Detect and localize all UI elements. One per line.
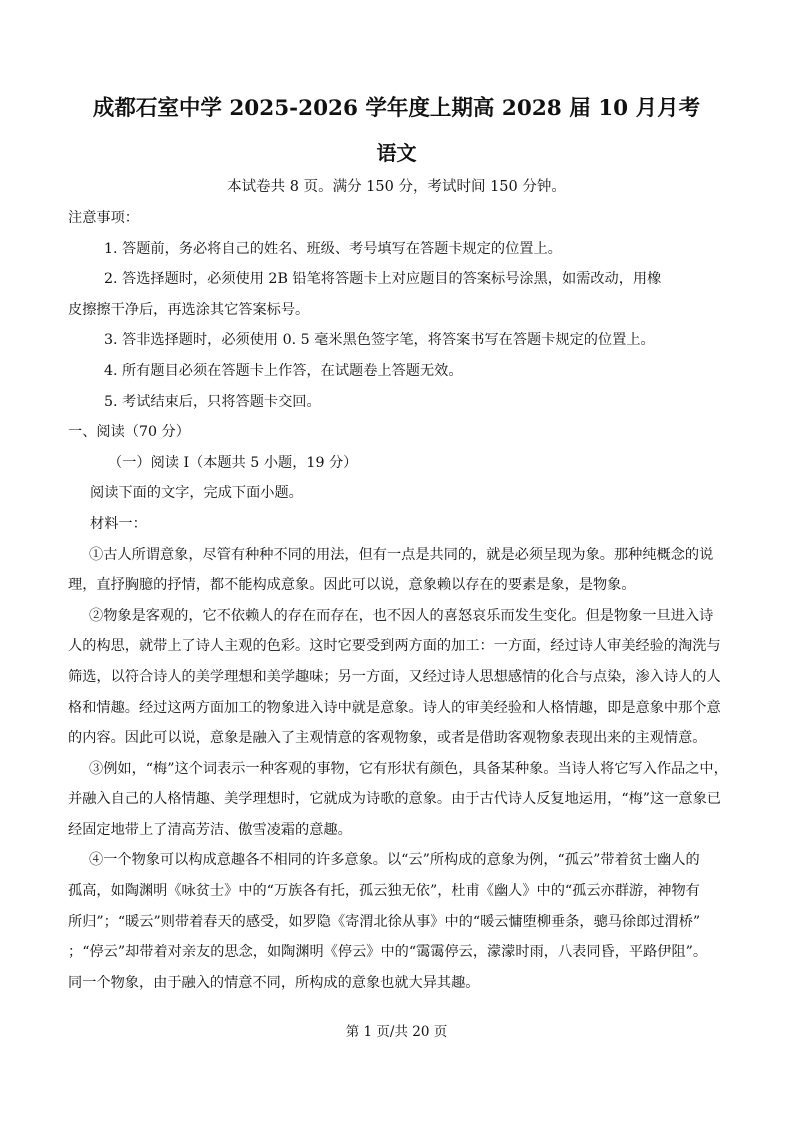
notice-heading: 注意事项： (68, 210, 139, 226)
notice-item-4: 4. 所有题目必须在答题卡上作答，在试题卷上答题无效。 (104, 362, 463, 379)
material-line: 筛选，以符合诗人的美学理想和美学趣味；另一方面，又经过诗人思想感情的化合与点染，渗入诗人的人 (68, 668, 721, 685)
material-line: 理，直抒胸臆的抒情，都不能构成意象。因此可以说，意象赖以存在的要素是象，是物象。 (68, 577, 636, 594)
material-line: ④一个物象可以构成意趣各不相同的许多意象。以“云”所构成的意象为例，“孤云”带着贫士幽人的 (89, 852, 700, 869)
exam-meta: 本试卷共 8 页。满分 150 分，考试时间 150 分钟。 (227, 179, 566, 195)
notice-item-1: 1. 答题前，务必将自己的姓名、班级、考号填写在答题卡规定的位置上。 (104, 240, 562, 257)
material-line: 所归”；“暖云”则带着春天的感受，如罗隐《寄渭北徐从事》中的“暖云慵堕柳垂条，骢马徐郎过渭桥” (68, 913, 701, 930)
exam-title: 成都石室中学 2025-2026 学年度上期高 2028 届 10 月月考 (92, 96, 701, 121)
section-subheading: （一）阅读 I（本题共 5 小题，19 分） (108, 454, 358, 471)
material-line: 同一个物象，由于融入的情意不同，所构成的意象也就大异其趣。 (68, 974, 480, 991)
notice-item-2-cont: 皮擦擦干净后，再选涂其它答案标号。 (68, 301, 310, 318)
material-line: 孤高，如陶渊明《咏贫士》中的“万族各有托，孤云独无依”，杜甫《幽人》中的“孤云亦群游，神物有 (68, 883, 700, 900)
section-heading: 一、阅读（70 分） (68, 424, 190, 441)
notice-item-3: 3. 答非选择题时，必须使用 0. 5 毫米黑色签字笔，将答案书写在答题卡规定的位置上。 (104, 332, 655, 349)
notice-section (68, 203, 728, 998)
material-line: 并融入自己的人格情趣、美学理想时，它就成为诗歌的意象。由于古代诗人反复地运用，“梅”这一意象已 (68, 791, 721, 808)
material-line: ②物象是客观的，它不依赖人的存在而存在，也不因人的喜怒哀乐而发生变化。但是物象一旦进入诗 (89, 607, 714, 624)
notice-item-2: 2. 答选择题时，必须使用 2B 铅笔将答题卡上对应题目的答案标号涂黑，如需改动，用橡 (104, 271, 662, 288)
page-footer: 第 1 页/共 20 页 (345, 1024, 448, 1040)
material-line: ①古人所谓意象，尽管有种种不同的用法，但有一点是共同的，就是必须呈现为象。那种纯概念的说 (89, 546, 714, 563)
reading-instruction: 阅读下面的文字，完成下面小题。 (90, 485, 303, 502)
material-line: 的内容。因此可以说，意象是融入了主观情意的客观物象，或者是借助客观物象表现出来的主观情意。 (68, 730, 707, 747)
material-label: 材料一： (90, 515, 147, 532)
material-line: ；“停云”却带着对亲友的思念，如陶渊明《停云》中的“霭霭停云，濛濛时雨，八表同昏，平路伊阻”。 (68, 944, 708, 961)
material-line: 人的构思，就带上了诗人主观的色彩。这时它要受到两方面的加工：一方面，经过诗人审美经验的淘洗与 (68, 638, 721, 655)
material-line: 经固定地带上了清高芳洁、傲雪凌霜的意趣。 (68, 821, 352, 838)
material-line: 格和情趣。经过这两方面加工的物象进入诗中就是意象。诗人的审美经验和人格情趣，即是意象中那个意 (68, 699, 721, 716)
subject-title: 语文 (376, 141, 417, 165)
material-line: ③例如，“梅”这个词表示一种客观的事物，它有形状有颜色，具备某种象。当诗人将它写入作品之中， (89, 760, 728, 777)
notice-item-5: 5. 考试结束后，只将答题卡交回。 (104, 393, 321, 410)
